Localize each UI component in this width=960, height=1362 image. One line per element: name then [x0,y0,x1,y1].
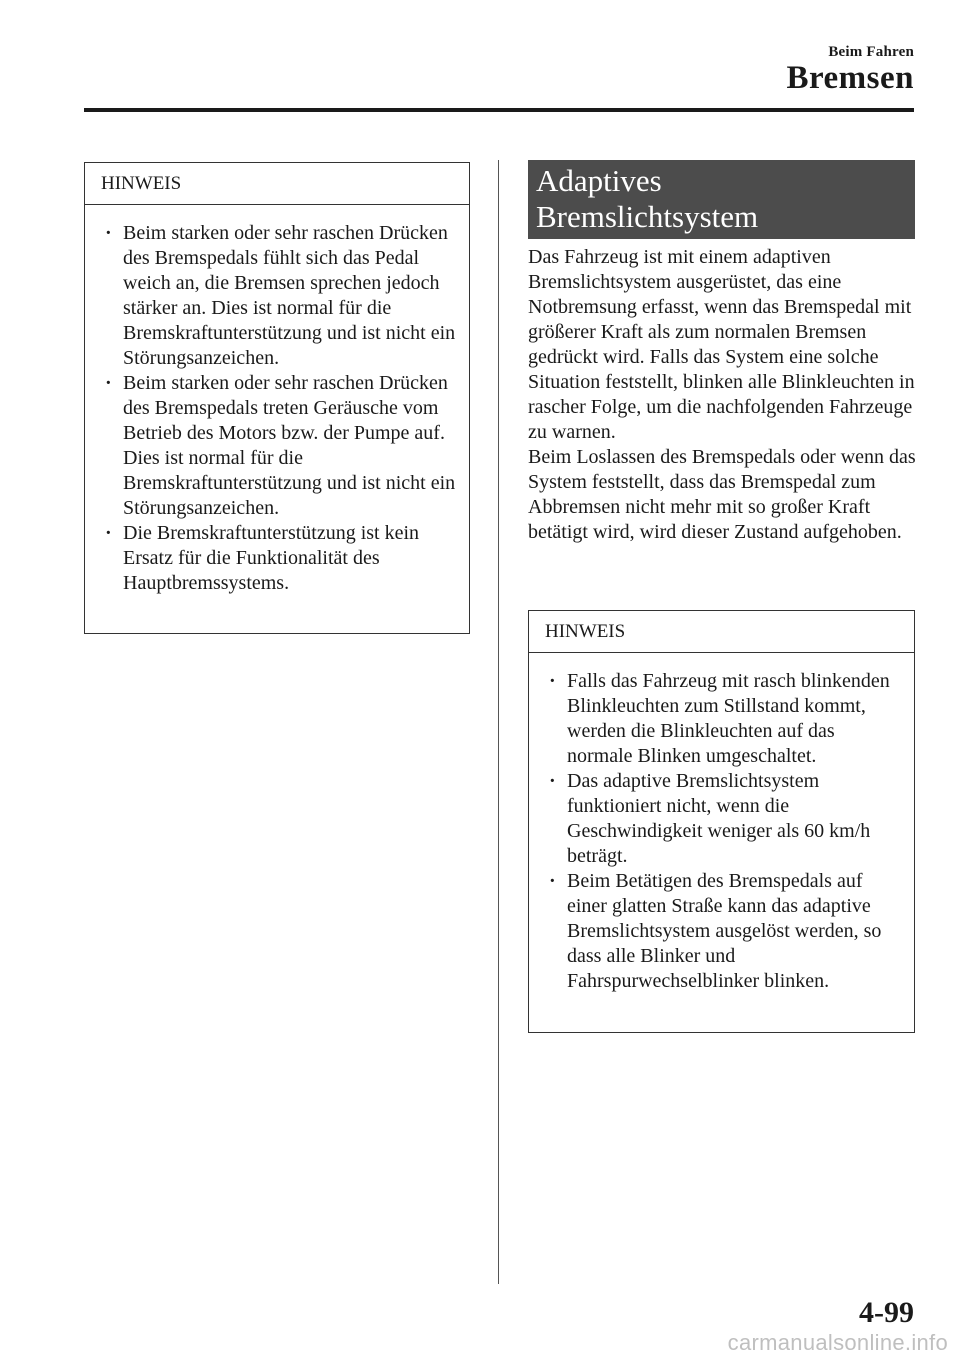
note-list [529,653,914,994]
note-list [85,205,469,596]
section-body [528,245,916,545]
chapter-label: Beim Fahren [828,44,914,60]
page-title: Bremsen [786,60,914,96]
note-box-right [528,610,915,1033]
watermark-text: carmanualsonline.info [727,1330,948,1355]
note-heading: HINWEIS [529,611,914,653]
section-heading [528,160,915,239]
note-heading: HINWEIS [85,163,469,205]
body-paragraph: Beim Loslassen des Bremspedals oder wenn das System feststellt, dass das Bremspedal zum Abbremsen nicht mehr mit so großer Kraft betätigt wird, wird dieser Zustand aufgehoben. [528,446,916,543]
column-divider [498,160,499,1284]
note-item: · Die Bremskraftunterstützung ist kein Ersatz für die Funktionalität des Hauptbremssystems. [103,521,459,596]
header-rule [84,108,914,112]
note-item: · Beim Betätigen des Bremspedals auf einer glatten Straße kann das adaptive Bremslichtsystem ausgelöst werden, so dass alle Blinker und Fahrspurwechselblinker blinken. [547,869,904,994]
note-item: · Das adaptive Bremslichtsystem funktioniert nicht, wenn die Geschwindigkeit weniger als 60 km/h beträgt. [547,769,904,869]
section-heading-line: Adaptives [536,163,662,198]
page-number: 4-99 [859,1296,914,1329]
note-item: · Beim starken oder sehr raschen Drücken des Bremspedals fühlt sich das Pedal weich an, die Bremsen sprechen jedoch stärker an. Dies ist normal für die Bremskraftunterstützung und ist nicht ein Störungsanzeichen. [103,221,459,371]
note-box-left [84,162,470,634]
note-item: · Beim starken oder sehr raschen Drücken des Bremspedals treten Geräusche vom Betrieb des Motors bzw. der Pumpe auf. Dies ist normal für die Bremskraftunterstützung und ist nicht ein Störungsanzeichen. [103,371,459,521]
section-heading-line: Bremslichtsystem [536,199,759,234]
body-paragraph: Das Fahrzeug ist mit einem adaptiven Bremslichtsystem ausgerüstet, das eine Notbremsung erfasst, wenn das Bremspedal mit größerer Kraft als zum normalen Bremsen gedrückt wird. Falls das System eine solche Situation feststellt, blinken alle Blinkleuchten in rascher Folge, um die nachfolgenden Fahrzeuge zu warnen. [528,246,915,443]
note-item: · Falls das Fahrzeug mit rasch blinkenden Blinkleuchten zum Stillstand kommt, werden die Blinkleuchten auf das normale Blinken umgeschaltet. [547,669,904,769]
